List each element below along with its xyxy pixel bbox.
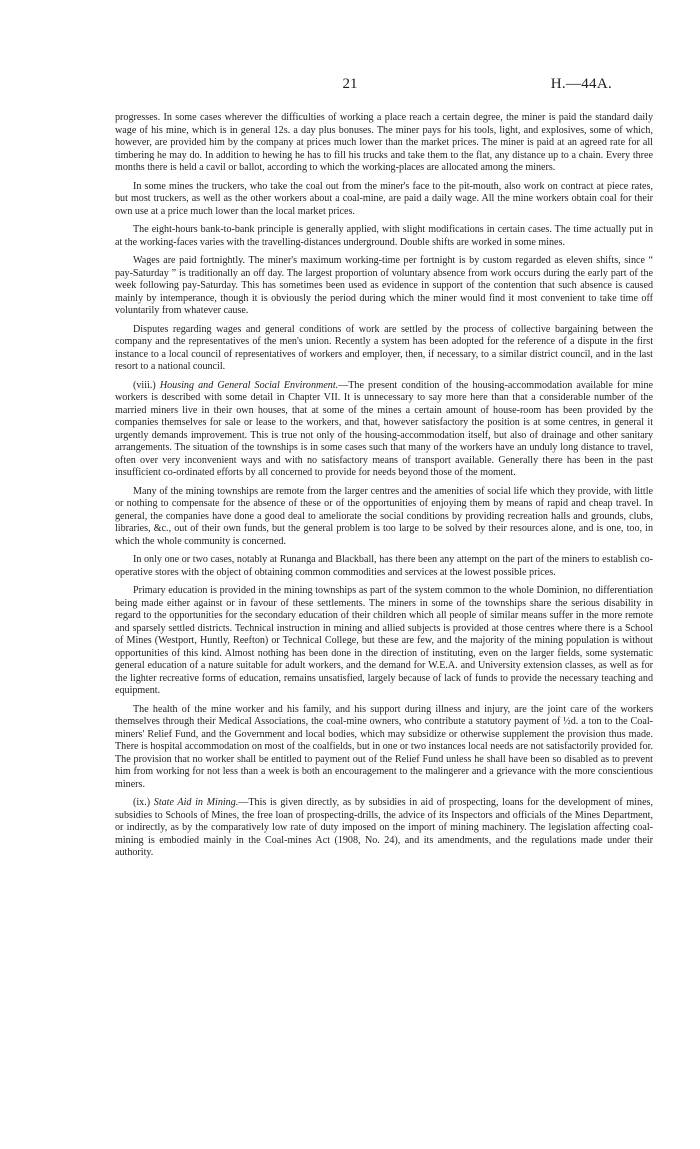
document-reference: H.—44A. <box>550 76 612 92</box>
section-heading-housing: Housing and General Social Environment. <box>159 379 339 391</box>
paragraph-truckers: In some mines the truckers, who take the coal out from the miner's face to the pit-mouth, also work on contract at piece rates, but most truckers, as well as the other workers about a coal-mine, are paid a daily wage. All the mine workers obtain coal for their own use at a price much lower than the local market prices. <box>115 180 653 217</box>
page-header <box>0 76 700 96</box>
paragraph-housing: (viii.) Housing and General Social Environment.—The present condition of the housing-accommodation available for mine workers is described with some detail in Chapter VII. It is unnecessary to say more here than that a considerable number of the married miners live in their own houses, that at some of the mines a certain amount of house-room has been provided by the companies themselves for sale or lease to the workers, and that, however satisfactory the position is at some centres, in general it urgently demands improvement. This is true not only of the housing-accommodation itself, but also of drainage and other sanitary arrangements. The situation of the townships is in some cases such that many of the workers have an unduly long distance to travel, often over very inconvenient ways and with no satisfactory means of transport available. Generally there has been in the past insufficient co-ordinated efforts by all concerned to provide for needs beyond those of the moment. <box>115 379 653 478</box>
page-number: 21 <box>342 76 358 92</box>
paragraph-state-aid: (ix.) State Aid in Mining.—This is given directly, as by subsidies in aid of prospecting, loans for the development of mines, subsidies to Schools of Mines, the free loan of prospecting-drills, the advice of its Inspectors and officials of the Mines Department, or indirectly, as by the comparatively low rate of duty imposed on the import of mining machinery. The legislation affecting coal-mining is embodied mainly in the Coal-mines Act (1908, No. 24), and its amendments, and the regulations made under their authority. <box>115 797 654 858</box>
paragraph-co-operative: In only one or two cases, notably at Runanga and Blackball, has there been any attempt on the part of the miners to establish co-operative stores with the object of obtaining common commodities and services at the lowest possible prices. <box>115 554 653 578</box>
paragraph-health: The health of the mine worker and his family, and his support during illness and injury, are the joint care of the workers themselves through their Medical Associations, the coal-mine owners, who contribute a statutory payment of ½d. a ton to the Coal-miners' Relief Fund, and the Government and local bodies, which may subsidize or otherwise supplement the provision thus made. There is hospital accommodation on most of the coalfields, but in one or two instances local needs are not satisfactorily provided for. The provision that no worker shall be entitled to payment out of the Relief Fund unless he shall have been so disabled as to prevent him from working for not less than a week is both an encouragement to the malingerer and a grievance with the more conscientious miners. <box>115 703 653 790</box>
paragraph-townships: Many of the mining townships are remote from the larger centres and the amenities of social life which they provide, with little or nothing to compensate for the absence of these or of the opportunities of enjoying them by means of rapid and cheap travel. In general, the companies have done a good deal to ameliorate the social conditions by providing recreation halls and grounds, clubs, libraries, &c., out of their own funds, but the general problem is too large to be solved by their resources alone, and is one, too, in which the whole community is concerned. <box>115 485 653 547</box>
paragraph-wage-conditions: progresses. In some cases wherever the difficulties of working a place reach a certain degree, the miner is paid the standard daily wage of his mine, which is in general 12s. a day plus bonuses. The miner pays for his tools, light, and explosives, some of which, however, are provided him by the company at prices much lower than the market prices. The miner is paid at an agreed rate for all timbering he may do. In addition to hewing he has to fill his trucks and take them to the flat, any distance up to a chain. Every three months there is held a cavil or ballot, according to which the working-places are allocated among the miners. <box>115 112 653 173</box>
paragraph-education: Primary education is provided in the mining townships as part of the system common to the whole Dominion, no differentiation being made either against or in favour of these settlements. The miners in some of the townships share the serious disability in regard to the opportunities for the secondary education of their children which all people of similar means suffer in the more remote and sparsely settled districts. Technical instruction in mining and allied subjects is provided at those centres where there is a School of Mines (Westport, Huntly, Reefton) or Technical College, but these are few, and the majority of the mining population is without opportunities of this kind. Almost nothing has been done in the direction of instituting, even on the larger fields, some systematic general education of a nature suitable for adult workers, and the demand for W.E.A. and University extension classes, as well as for the lighter recreative forms of education, remains unsatisfied, largely because of lack of funds to provide the necessary teaching and equipment. <box>115 585 653 696</box>
section-heading-state-aid: State Aid in Mining. <box>153 797 239 808</box>
body-text <box>115 112 653 866</box>
paragraph-eight-hours: The eight-hours bank-to-bank principle is generally applied, with slight modifications in certain cases. The time actually put in at the working-faces varies with the travelling-distances underground. Double shifts are worked in some mines. <box>115 224 653 248</box>
paragraph-disputes: Disputes regarding wages and general conditions of work are settled by the process of collective bargaining between the company and the representatives of the men's union. Recently a system has been adopted for the reference of a dispute in the first instance to a local council of representatives of workers and employer, then, if necessary, to a similar district council, and in the last resort to a national council. <box>115 323 653 372</box>
paragraph-wages-fortnightly: Wages are paid fortnightly. The miner's maximum working-time per fortnight is by custom regarded as eleven shifts, since “ pay-Saturday ” is traditionally an off day. The largest proportion of voluntary absence from work occurs during the early part of the week following pay-Saturday. This has sometimes been used as evidence in support of the contention that such absence is caused mainly by intemperance, though it is obviously the period during which the miner would find it most convenient to take time off voluntarily from whatever cause. <box>115 255 653 316</box>
